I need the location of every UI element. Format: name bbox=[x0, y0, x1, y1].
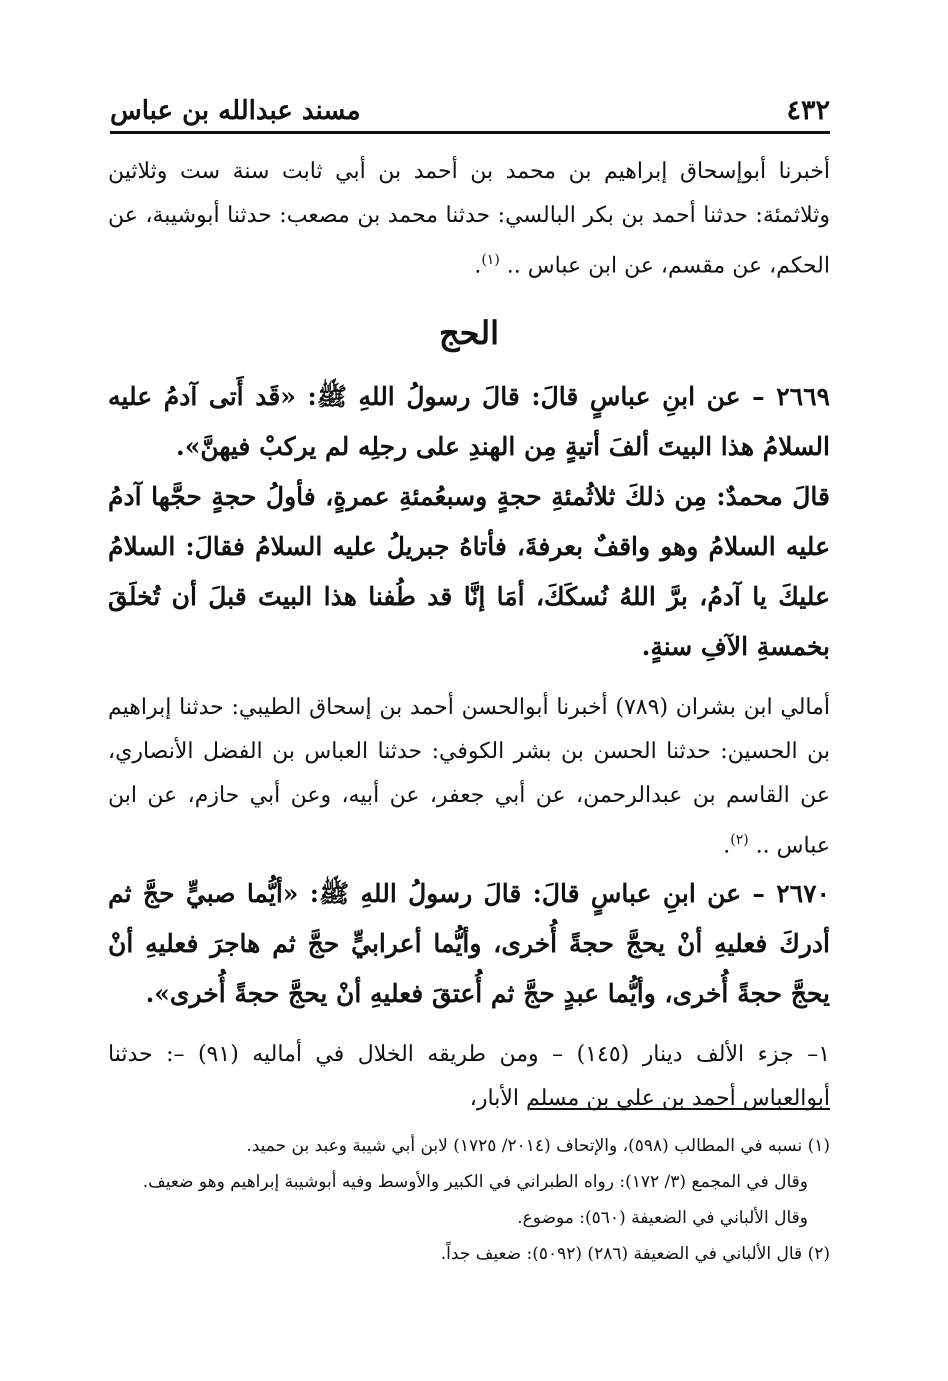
page-body bbox=[108, 150, 830, 1121]
juz-paragraph: ١– جزء الألف دينار (١٤٥) – ومن طريقه الخلال في أماليه (٩١) –: حدثنا أبوالعباس أحمد بن علي بن مسلم الأبار، bbox=[108, 1041, 831, 1111]
hadith-number: ٢٦٧٠ – bbox=[752, 878, 830, 908]
page-header bbox=[110, 82, 830, 126]
footnote-ref-2: (٢) bbox=[730, 832, 749, 849]
footnote-1-continuation: وقال في المجمع (٣/ ١٧٢): رواه الطبراني في الكبير والأوسط وفيه أبوشيبة إبراهيم وهو ضعيف. وقال الألباني في الضعيفة (٥٦٠): موضوع. bbox=[142, 1172, 808, 1228]
footnote-2: (٢) قال الألباني في الضعيفة (٢٨٦) (٥٠٩٢): ضعيف جداً. bbox=[440, 1244, 830, 1264]
footnotes bbox=[130, 1128, 830, 1272]
hadith-number: ٢٦٦٩ – bbox=[752, 382, 830, 412]
hadith-2669 bbox=[108, 372, 830, 472]
amali-text: أمالي ابن بشران (٧٨٩) أخبرنا أبوالحسن أحمد بن إسحاق الطيبي: حدثنا إبراهيم بن الحسين: حدثنا الحسن بن بشر الكوفي: حدثنا العباس بن الفضل الأنصاري، عن القاسم بن عبدالرحمن، عن أبي جعفر، عن أبيه، وعن أبي حازم، عن ابن عباس .. bbox=[108, 695, 830, 859]
chain-paragraph: أخبرنا أبوإسحاق إبراهيم بن محمد بن أحمد بن أبي ثابت سنة ست وثلاثين وثلاثمئة: حدثنا أحمد بن بكر البالسي: حدثنا محمد بن مصعب: حدثنا أبوشيبة، عن الحكم، عن مقسم، عن ابن عباس .. $^{(١)}$. bbox=[108, 159, 830, 279]
footnote-ref-1: (١) bbox=[481, 252, 500, 268]
commentary-paragraph: قالَ محمدٌ: مِن ذلكَ ثلاثُمئةِ حجةٍ وسبعُمئةِ عمرةٍ، فأولُ حجةٍ حجَّها آدمُ عليه السلامُ وهو واقفٌ بعرفةَ، فأتاهُ جبريلُ عليه السلامُ فقالَ: السلامُ عليكَ يا آدمُ، برَّ اللهُ نُسكَكَ، أمَا إنَّا قد طُفنا هذا البيتَ قبلَ أن تُخلَقَ بخمسةِ الآفِ سنةٍ. bbox=[108, 482, 830, 662]
page-number: ٤٣٢ bbox=[786, 95, 830, 126]
footnote-rule bbox=[530, 1108, 830, 1110]
section-title: الحج bbox=[439, 314, 499, 353]
hadith-2670 bbox=[108, 869, 830, 1019]
amali-paragraph: أمالي ابن بشران (٧٨٩) أخبرنا أبوالحسن أحمد بن إسحاق الطيبي: حدثنا إبراهيم بن الحسين: حدثنا الحسن بن بشر الكوفي: حدثنا العباس بن الفضل الأنصاري، عن القاسم بن عبدالرحمن، عن أبي جعفر، عن أبيه، وعن أبي حازم، عن ابن عباس .. $^{(٢)}$. bbox=[108, 695, 830, 859]
running-title: مسند عبدالله بن عباس bbox=[110, 96, 361, 126]
hadith-text: عن ابنِ عباسٍ قالَ: قالَ رسولُ اللهِ ﷺ: «أيُّما صبيٍّ حجَّ ثم أدركَ فعليهِ أنْ يحجَّ حجةً أُخرى، وأيُّما أعرابيٍّ حجَّ ثم هاجرَ فعليهِ أنْ يحجَّ حجةً أُخرى، وأيُّما عبدٍ حجَّ ثم أُعتقَ فعليهِ أنْ يحجَّ حجةً أُخرى». bbox=[108, 878, 830, 1008]
footnote-1: (١) نسبه في المطالب (٥٩٨)، والإتحاف (٢٠١٤/ ١٧٢٥) لابن أبي شيبة وعبد بن حميد. bbox=[246, 1136, 830, 1156]
chain-text: أخبرنا أبوإسحاق إبراهيم بن محمد بن أحمد بن أبي ثابت سنة ست وثلاثين وثلاثمئة: حدثنا أحمد بن بكر البالسي: حدثنا محمد بن مصعب: حدثنا أبوشيبة، عن الحكم، عن مقسم، عن ابن عباس .. bbox=[108, 159, 830, 279]
hadith-text: عن ابنِ عباسٍ قالَ: قالَ رسولُ اللهِ ﷺ: «قَد أَتى آدمُ عليه السلامُ هذا البيتَ ألفَ أتيةٍ مِن الهندِ على رجلِه لم يركبْ فيهنَّ». bbox=[108, 382, 830, 462]
header-rule bbox=[110, 131, 830, 134]
